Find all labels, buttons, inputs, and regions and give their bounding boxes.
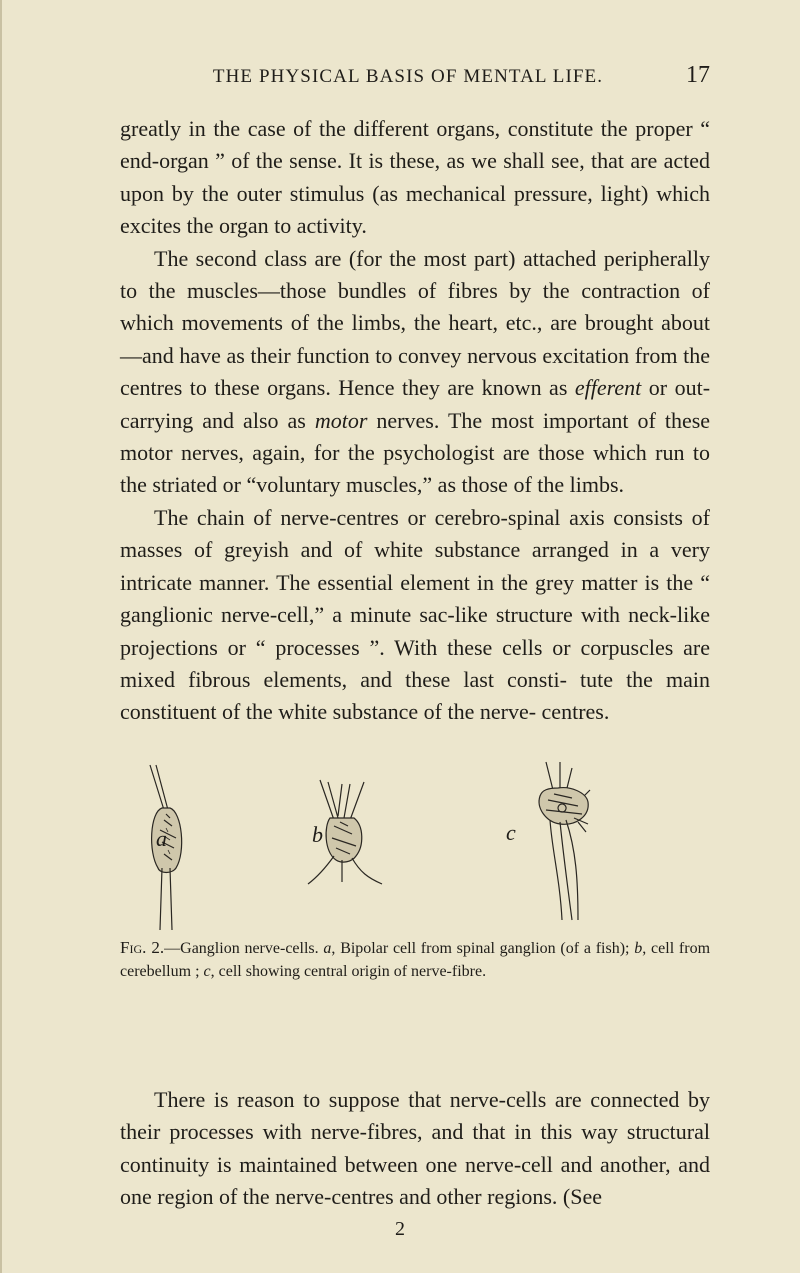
- caption-letter-c: c: [203, 963, 211, 980]
- caption-letter-a: a: [323, 940, 332, 957]
- label-a: a: [156, 826, 167, 851]
- emphasis-motor: motor: [314, 407, 368, 433]
- emphasis-efferent: efferent: [574, 375, 642, 401]
- signature-mark: 2: [395, 1218, 405, 1240]
- figure-caption: Fig. 2.—Ganglion nerve-cells. a, Bipolar cell from spinal ganglion (of a fish); b, cell from cerebellum ; c, cell showing central origin of nerve-fibre.: [120, 938, 711, 980]
- body-text-bottom: [120, 1084, 710, 1214]
- cell-c-drawing: [539, 762, 590, 920]
- paragraph-2: The second class are (for the most part) attached peripherally to the muscles—those bundles of fibres by the contraction of which movements of the limbs, the heart, etc., are brought about —and have as their function to convey nervous excitation from the centres to these organs. Hence they are known as efferent or out-carrying and also as motor nerves. The most important of these motor nerves, again, for the psychologist are those which run to the striated or “voluntary muscles,” as those of the limbs.: [120, 245, 711, 498]
- paragraph-1: greatly in the case of the different organs, constitute the proper “ end-organ ” of the sense. It is these, as we shall see, that are acted upon by the outer stimulus (as mechanical pressure, light) which excites the organ to activity.: [120, 116, 711, 239]
- page-edge: [0, 0, 2, 1273]
- figure-ganglion-cells: [120, 760, 710, 1022]
- ganglion-cells-illustration: [120, 760, 710, 930]
- figure-number: Fig. 2.: [120, 938, 165, 957]
- body-text-top: [120, 113, 710, 729]
- paragraph-3: The chain of nerve-centres or cerebro-spinal axis consists of masses of greyish and of white substance arranged in a very intricate manner. The essential element in the grey matter is the “ ganglionic nerve-cell,” a minute sac-like structure with neck-like projections or “ processes ”. With these cells or corpuscles are mixed fibrous elements, and these last consti- tute the main constituent of the white substance of the nerve- centres.: [120, 504, 711, 725]
- figure-title: —Ganglion nerve-cells.: [164, 940, 319, 957]
- page-number: 17: [686, 62, 710, 88]
- label-b: b: [312, 822, 323, 847]
- running-title: THE PHYSICAL BASIS OF MENTAL LIFE.: [212, 66, 604, 87]
- caption-letter-b: b: [634, 940, 643, 957]
- paragraph-4: There is reason to suppose that nerve-cells are connected by their processes with nerve-fibres, and that in this way structural continuity is maintained between one nerve-cell and another, and one region of the nerve-centres and other regions. (See: [120, 1087, 710, 1210]
- label-c: c: [506, 820, 516, 845]
- running-header: [140, 60, 710, 94]
